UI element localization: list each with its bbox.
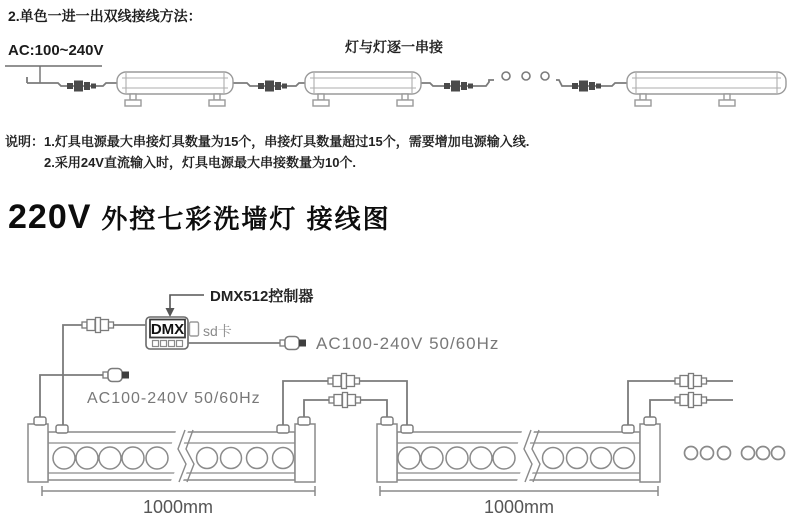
cable-connector: [675, 393, 707, 408]
cable-connector: [67, 81, 96, 92]
dmx-wiring-diagram: [0, 280, 790, 526]
dc-plug-icon: [103, 369, 129, 382]
end-cap-right: [640, 424, 660, 482]
series-connection-label: 灯与灯逐一串接: [345, 39, 443, 55]
sd-card-icon: [190, 322, 199, 336]
cable-connector: [328, 374, 360, 389]
cable-connector: [572, 81, 601, 92]
controller-leader: [166, 295, 205, 317]
end-cap-right: [295, 424, 315, 482]
dimension-fixture-1: [42, 486, 315, 517]
end-cap-left: [28, 424, 48, 482]
title-voltage: 220V: [8, 198, 92, 236]
ellipsis-dots: [685, 447, 785, 460]
wall-washer-fixture-1: [28, 417, 315, 482]
connection-stubs: [34, 417, 310, 433]
led-bar-3: [627, 72, 786, 106]
page-title: [8, 198, 391, 237]
dmx-box-label: DMX: [150, 321, 185, 338]
cable-connector: [675, 374, 707, 389]
end-cap-left: [377, 424, 397, 482]
cable-connector: [82, 318, 114, 333]
wall-washer-fixture-2: [377, 417, 660, 482]
ac-voltage-label: AC:100~240V: [8, 42, 104, 59]
led-bar-2: [305, 72, 421, 106]
controller-ac-label: AC100-240V 50/60Hz: [316, 334, 500, 353]
sd-card-label: sd卡: [203, 323, 232, 339]
section1-heading: 2.单色一进一出双线接线方法：: [8, 8, 202, 24]
led-bar-1: [117, 72, 233, 106]
dmx-controller-box: [146, 317, 188, 349]
dimension-label: 1000mm: [142, 497, 214, 517]
note-line2: 2.采用24V直流输入时，灯具电源最大串接数量为10个.: [44, 155, 357, 170]
title-text: 外控七彩洗墙灯 接线图: [101, 204, 391, 234]
arrow-down-icon: [166, 308, 175, 317]
continuation-dots: [502, 72, 549, 80]
dimension-label: 1000mm: [483, 497, 555, 517]
ac-input-label: AC100-240V 50/60Hz: [87, 390, 261, 407]
cable-connector: [444, 81, 473, 92]
note-line1: 说明：1.灯具电源最大串接灯具数量为15个，串接灯具数量超过15个，需要增加电源输入线.: [5, 134, 530, 149]
cable-connector: [329, 393, 361, 408]
ac-input-leader: [5, 66, 102, 83]
dimension-fixture-2: [380, 486, 658, 517]
controller-label: DMX512控制器: [210, 288, 314, 305]
dc-plug-icon: [280, 337, 306, 350]
connection-stubs: [381, 417, 656, 433]
cable-connector: [258, 81, 287, 92]
single-color-series-diagram: [0, 56, 790, 126]
